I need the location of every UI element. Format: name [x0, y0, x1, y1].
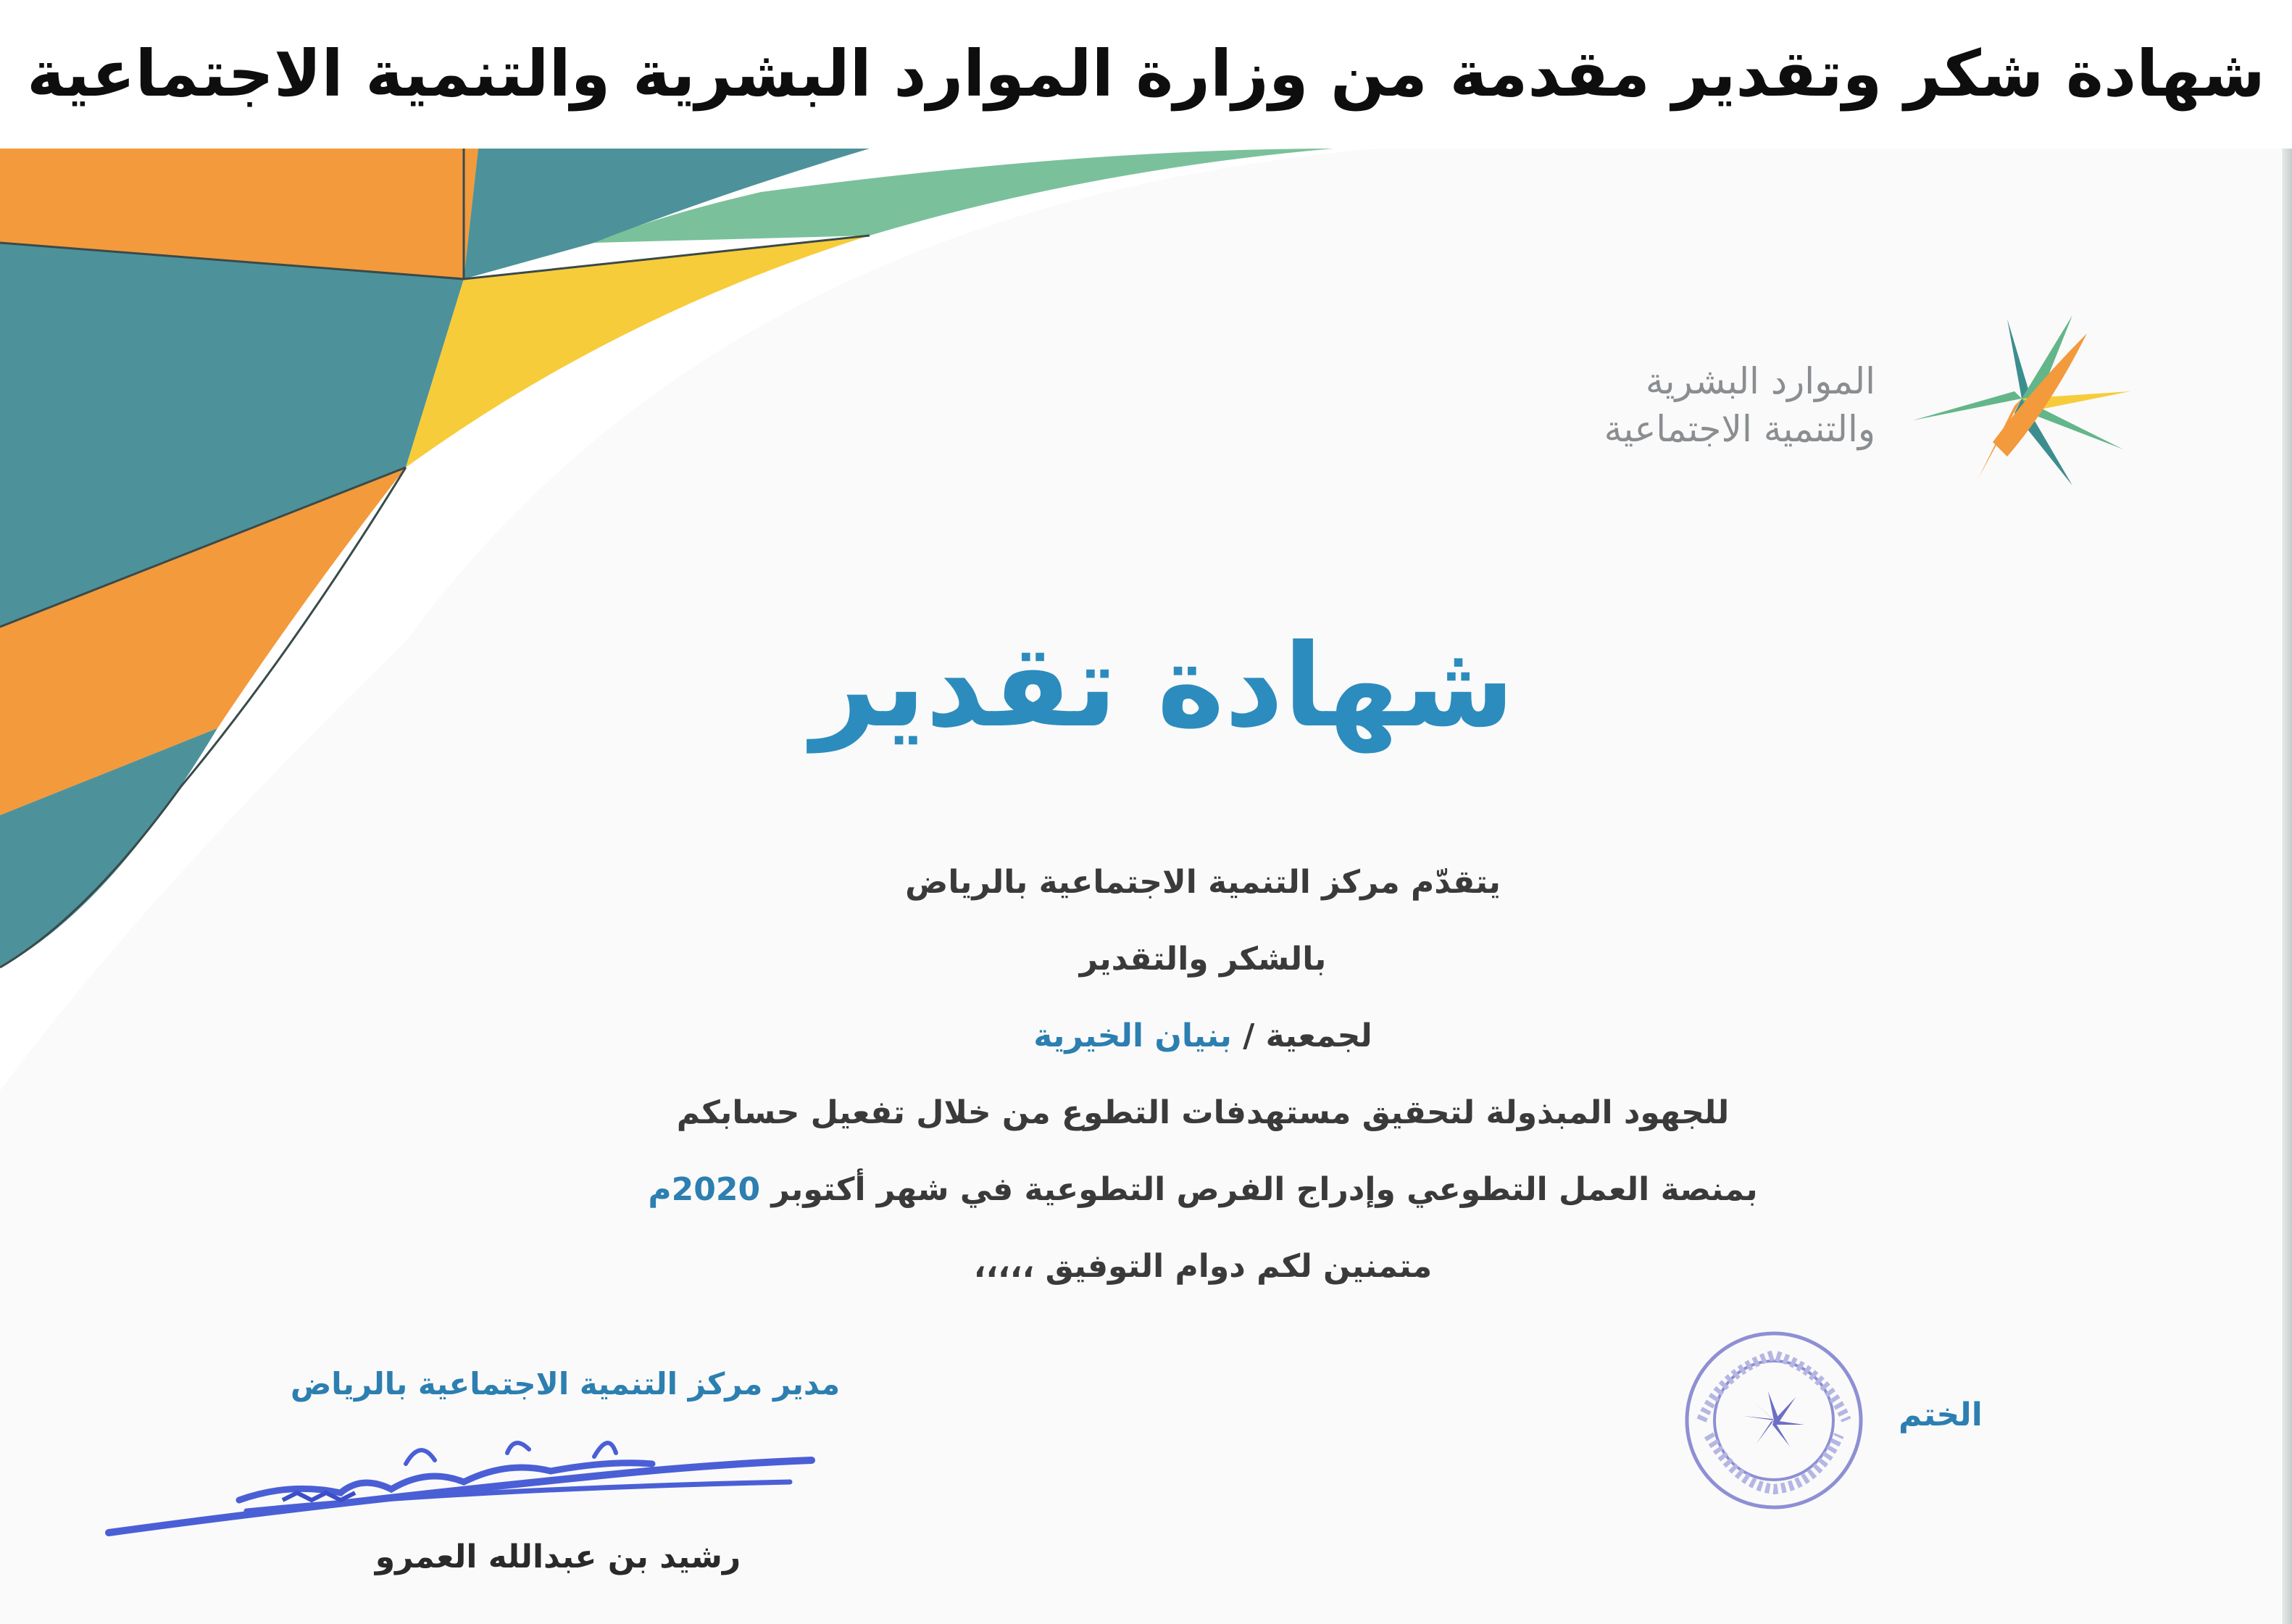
- year-text: 2020م: [648, 1171, 761, 1208]
- certificate-body: [507, 844, 1899, 1305]
- page-heading: شهادة شكر وتقدير مقدمة من وزارة الموارد البشرية والتنمية الاجتماعية: [27, 36, 2265, 111]
- stamp-label: الختم: [1899, 1396, 1983, 1433]
- certificate-title: شهادة تقدير: [811, 620, 1514, 753]
- recipient-prefix: لجمعية /: [1231, 1017, 1372, 1054]
- signatory-title: مدير مركز التنمية الاجتماعية بالرياض: [290, 1366, 841, 1402]
- handwritten-signature: [101, 1431, 826, 1547]
- ministry-star-logo-icon: [1906, 304, 2138, 493]
- page-edge-shadow: [2282, 149, 2292, 1624]
- official-seal-icon: [1680, 1326, 1868, 1515]
- logo-line-2: والتنمية الاجتماعية: [1604, 408, 1875, 450]
- recipient-name: بنيان الخيرية: [1033, 1017, 1232, 1054]
- body-line-5-text: بمنصة العمل التطوعي وإدراج الفرص التطوعية في شهر أكتوبر: [760, 1171, 1758, 1208]
- signatory-name: رشيد بن عبدالله العمرو: [375, 1538, 741, 1575]
- body-line-4: للجهود المبذولة لتحقيق مستهدفات التطوع من خلال تفعيل حسابكم: [676, 1094, 1730, 1131]
- body-line-5: [507, 1152, 1899, 1228]
- body-line-6: متمنين لكم دوام التوفيق ،،،،،: [973, 1248, 1433, 1285]
- logo-line-1: الموارد البشرية: [1645, 360, 1875, 402]
- certificate: [0, 149, 2281, 1624]
- ministry-logo-text: [1604, 357, 1875, 453]
- body-line-3: [507, 998, 1899, 1075]
- body-line-2: بالشكر والتقدير: [1079, 941, 1327, 978]
- body-line-1: يتقدّم مركز التنمية الاجتماعية بالرياض: [905, 864, 1501, 901]
